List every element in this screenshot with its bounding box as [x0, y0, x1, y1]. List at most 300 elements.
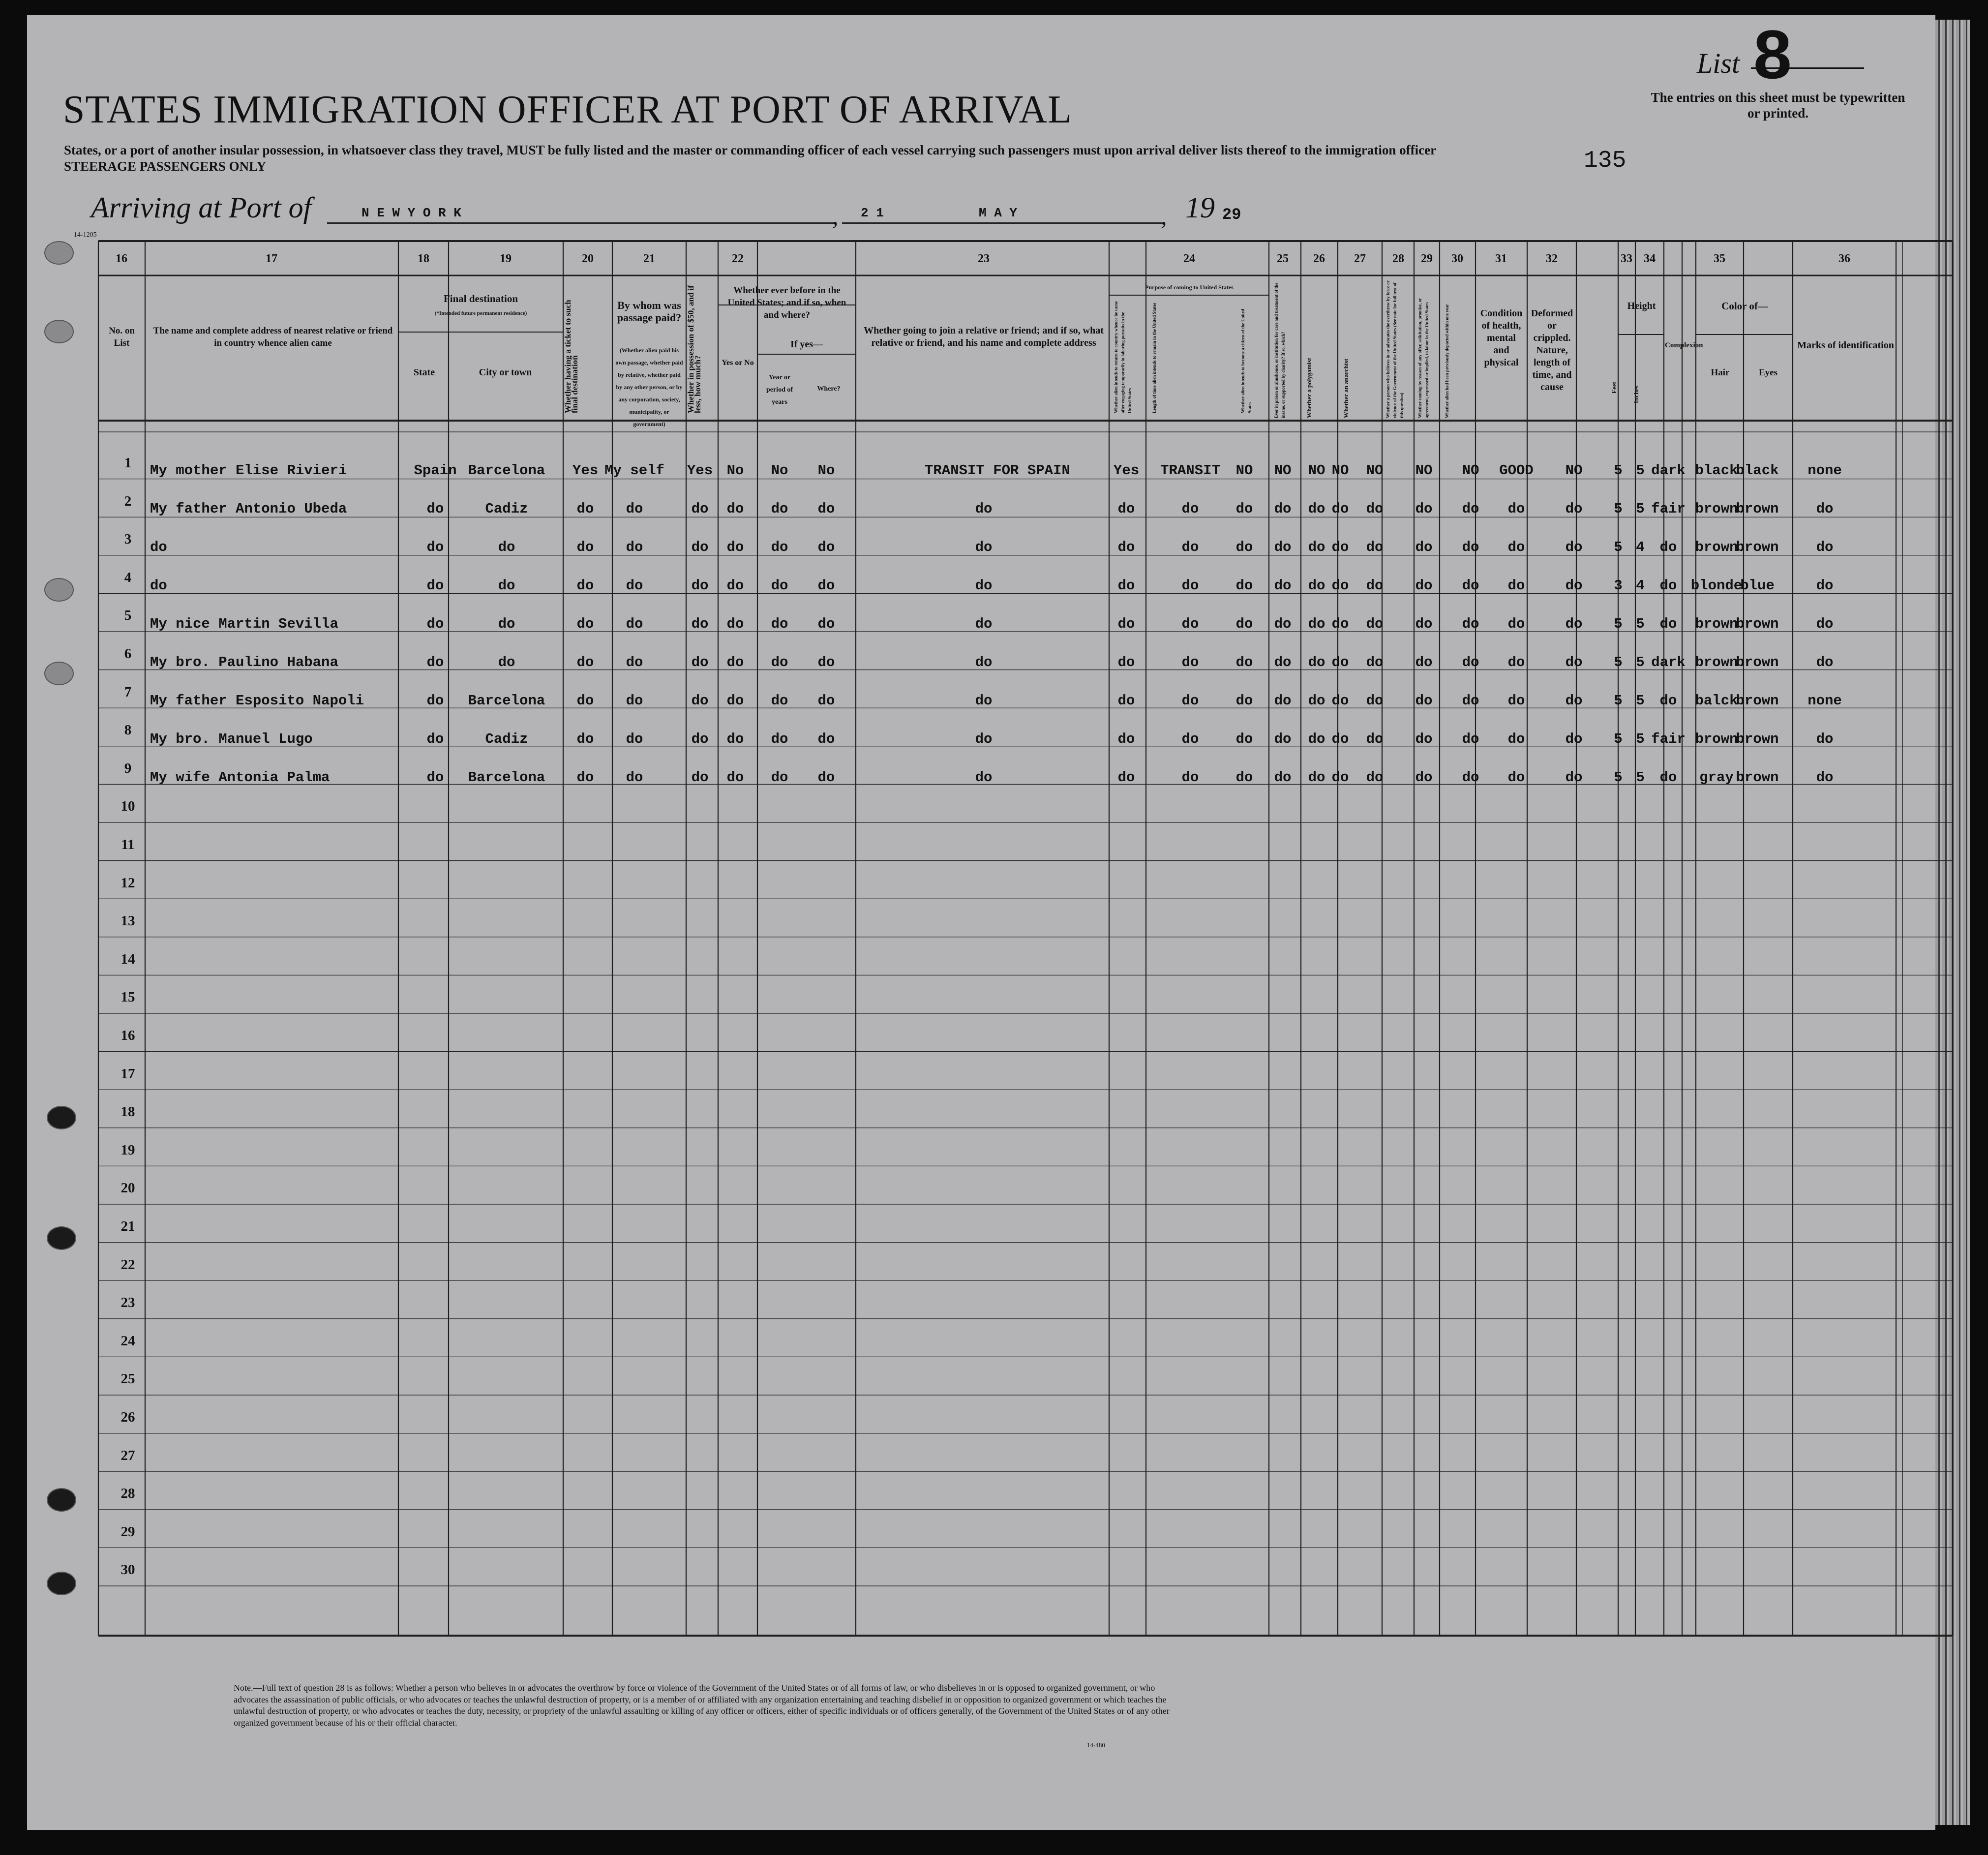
cell-return: do: [1117, 769, 1135, 786]
row-number: 2: [124, 493, 132, 509]
cell-polyg: do: [1308, 578, 1325, 594]
cell-inches: 5: [1636, 501, 1645, 517]
cell-deported: do: [1462, 539, 1479, 555]
header-feet: Feet: [1610, 382, 1618, 394]
cell-deported: NO: [1462, 462, 1479, 479]
cell-health: do: [1507, 501, 1525, 517]
cell-feet: 5: [1614, 539, 1623, 555]
cell-ever: do: [726, 501, 744, 517]
cell-feet: 5: [1614, 501, 1623, 517]
cell-eyes: blue: [1740, 578, 1775, 594]
cell-join: do: [975, 731, 993, 747]
cell-ticket: do: [576, 539, 594, 555]
column-number: 24: [1183, 252, 1195, 265]
cell-anarch: do: [1331, 539, 1349, 555]
instructions-text: States, or a port of another insular possession, in whatsoever class they travel, MUST be fully listed and the master or commanding officer of each vessel carrying such passengers must upon arrival deliver lists thereof to the immigration officer: [64, 143, 1437, 157]
row-number: 10: [120, 798, 135, 815]
cell-ever: do: [726, 654, 744, 670]
cell-ticket: do: [576, 578, 594, 594]
comma-1: ,: [832, 202, 839, 230]
cell-prison: do: [1274, 501, 1292, 517]
cell-complexion: dark: [1651, 654, 1686, 670]
cell-return: do: [1117, 616, 1135, 632]
cell-prison: do: [1274, 769, 1292, 786]
cell-q28: do: [1366, 578, 1384, 594]
cell-q28: do: [1366, 731, 1384, 747]
cell-year: do: [771, 769, 788, 786]
cell-paid: do: [626, 693, 643, 709]
cell-ever: do: [726, 769, 744, 786]
cell-money: do: [691, 616, 709, 632]
punch-hole: [44, 320, 74, 343]
cell-offer: do: [1415, 693, 1433, 709]
cell-ticket: Yes: [572, 462, 599, 479]
header-state: State: [413, 367, 435, 378]
cell-year: do: [771, 578, 788, 594]
cell-city: Barcelona: [468, 769, 545, 786]
cell-relative: My bro. Manuel Lugo: [150, 731, 313, 747]
cell-citizen: NO: [1235, 462, 1253, 479]
cell-feet: 5: [1614, 693, 1623, 709]
cell-anarch: do: [1331, 769, 1349, 786]
cell-inches: 4: [1636, 578, 1645, 594]
cell-ticket: do: [576, 501, 594, 517]
row-number: 16: [120, 1028, 135, 1043]
cell-ticket: do: [576, 654, 594, 670]
header-no-on-list: No. on List: [109, 326, 135, 348]
year-suffix: 29: [1222, 206, 1241, 224]
cell-paid: do: [626, 578, 643, 594]
cell-inches: 5: [1636, 462, 1645, 479]
cell-feet: 3: [1614, 578, 1623, 594]
cell-deported: do: [1462, 501, 1479, 517]
steerage-label: STEERAGE PASSENGERS ONLY: [64, 159, 267, 174]
cell-inches: 5: [1636, 654, 1645, 670]
cell-state: do: [426, 731, 444, 747]
cell-citizen: do: [1235, 578, 1253, 594]
punch-hole: [47, 1488, 76, 1512]
column-number: 33: [1621, 252, 1632, 265]
header-complexion: Complexion: [1665, 341, 1703, 349]
row-number: 13: [120, 913, 135, 929]
footnote-form-number: 14-480: [1087, 1741, 1105, 1749]
cell-hair: blonde: [1690, 578, 1743, 594]
cell-health: do: [1507, 693, 1525, 709]
cell-ticket: do: [576, 616, 594, 632]
row-number: 9: [124, 760, 132, 776]
column-number: 21: [643, 252, 655, 265]
cell-polyg: do: [1308, 654, 1325, 670]
cell-offer: do: [1415, 731, 1433, 747]
cell-year: do: [771, 501, 788, 517]
row-number: 23: [120, 1295, 135, 1311]
cell-state: do: [426, 578, 444, 594]
cell-marks: do: [1816, 616, 1834, 632]
cell-health: do: [1507, 731, 1525, 747]
cell-deformed: do: [1565, 616, 1583, 632]
column-number: 16: [116, 252, 127, 265]
cell-prison: do: [1274, 578, 1292, 594]
cell-marks: none: [1807, 693, 1842, 709]
cell-anarch: do: [1331, 578, 1349, 594]
header-height: Height: [1627, 301, 1656, 311]
arriving-label: Arriving at Port of: [91, 191, 312, 224]
cell-offer: do: [1415, 654, 1433, 670]
column-number: 20: [582, 252, 594, 265]
cell-eyes: black: [1736, 462, 1779, 479]
column-number: 30: [1451, 252, 1463, 265]
header-purpose: Purpose of coming to United States: [1145, 284, 1234, 291]
cell-where: do: [817, 654, 835, 670]
row-number: 25: [120, 1371, 135, 1387]
cell-money: Yes: [687, 462, 713, 479]
header-nearest-relative: The name and complete address of nearest relative or friend in country whence alien came: [153, 326, 393, 348]
cell-ticket: do: [576, 769, 594, 786]
cell-hair: balck: [1695, 693, 1738, 709]
cell-hair: brown: [1695, 539, 1738, 555]
cell-relative: do: [150, 578, 167, 594]
header-passage-paid: By whom was passage paid?: [617, 299, 682, 324]
cell-deported: do: [1462, 654, 1479, 670]
row-number: 19: [120, 1142, 135, 1158]
cell-ever: do: [726, 693, 744, 709]
cell-marks: do: [1816, 578, 1834, 594]
cell-return: Yes: [1113, 462, 1140, 479]
column-number: 28: [1392, 252, 1404, 265]
row-number: 24: [120, 1333, 135, 1349]
cell-relative: My father Esposito Napoli: [150, 693, 364, 709]
cell-deformed: do: [1565, 693, 1583, 709]
cell-relative: My bro. Paulino Habana: [150, 654, 338, 670]
header-offer: Whether coming by reason of any offer, solicitation, promise, or agreement, expressed or implied, to labor in the United States: [1417, 298, 1429, 418]
cell-length: do: [1181, 731, 1199, 747]
cell-ever: do: [726, 578, 744, 594]
row-number: 6: [124, 646, 132, 662]
cell-year: do: [771, 539, 788, 555]
cell-deported: do: [1462, 731, 1479, 747]
form-number: 14-1205: [74, 231, 97, 239]
list-number: 8: [1753, 16, 1792, 93]
cell-anarch: do: [1331, 616, 1349, 632]
header-hair: Hair: [1711, 367, 1730, 378]
cell-join: do: [975, 616, 993, 632]
cell-join: do: [975, 769, 993, 786]
cell-where: do: [817, 616, 835, 632]
cell-return: do: [1117, 539, 1135, 555]
column-number: 34: [1644, 252, 1656, 265]
row-number: 15: [120, 989, 135, 1005]
cell-year: No: [771, 462, 788, 479]
cell-ticket: do: [576, 731, 594, 747]
cell-deformed: do: [1565, 731, 1583, 747]
month-value: M A Y: [979, 206, 1018, 220]
cell-polyg: do: [1308, 539, 1325, 555]
cell-where: do: [817, 539, 835, 555]
cell-offer: do: [1415, 578, 1433, 594]
cell-inches: 5: [1636, 731, 1645, 747]
cell-offer: do: [1415, 501, 1433, 517]
cell-eyes: brown: [1736, 539, 1779, 555]
cell-citizen: do: [1235, 693, 1253, 709]
row-number: 8: [124, 722, 132, 738]
row-number: 22: [120, 1256, 135, 1273]
cell-where: do: [817, 769, 835, 786]
list-label: List: [1697, 47, 1740, 79]
cell-where: do: [817, 501, 835, 517]
cell-paid: do: [626, 616, 643, 632]
cell-city: do: [498, 539, 515, 555]
cell-offer: do: [1415, 616, 1433, 632]
cell-health: GOOD: [1499, 462, 1534, 479]
cell-paid: My self: [604, 462, 664, 479]
cell-state: do: [426, 769, 444, 786]
cell-inches: 5: [1636, 769, 1645, 786]
cell-prison: NO: [1274, 462, 1292, 479]
cell-deported: do: [1462, 578, 1479, 594]
cell-ever: do: [726, 616, 744, 632]
row-number: 26: [120, 1409, 135, 1425]
cell-join: do: [975, 654, 993, 670]
cell-deported: do: [1462, 693, 1479, 709]
cell-year: do: [771, 616, 788, 632]
cell-deformed: do: [1565, 539, 1583, 555]
cell-deformed: NO: [1565, 462, 1583, 479]
header-ever-before: Whether ever before in the United States; and if so, when and where?: [727, 285, 846, 320]
cell-year: do: [771, 693, 788, 709]
punch-hole: [47, 1226, 76, 1250]
header-if-yes: If yes—: [790, 339, 823, 350]
row-number: 29: [120, 1523, 135, 1540]
cell-feet: 5: [1614, 769, 1623, 786]
header-purpose-citizen: Whether alien intends to become a citizen of the United States: [1240, 308, 1252, 413]
cell-offer: NO: [1415, 462, 1433, 479]
cell-eyes: brown: [1736, 501, 1779, 517]
cell-join: do: [975, 501, 993, 517]
cell-length: do: [1181, 501, 1199, 517]
header-eyes: Eyes: [1759, 367, 1777, 378]
row-number: 28: [120, 1486, 135, 1502]
cell-health: do: [1507, 769, 1525, 786]
column-number: 19: [500, 252, 512, 265]
cell-marks: none: [1807, 462, 1842, 479]
cell-feet: 5: [1614, 462, 1623, 479]
cell-return: do: [1117, 731, 1135, 747]
cell-year: do: [771, 654, 788, 670]
cell-deformed: do: [1565, 578, 1583, 594]
cell-health: do: [1507, 616, 1525, 632]
cell-marks: do: [1816, 731, 1834, 747]
header-passage-paid-note: (Whether alien paid his own passage, whether paid by relative, whether paid by any other person, or by any corporation, society, municipality, or government): [615, 347, 683, 427]
cell-citizen: do: [1235, 769, 1253, 786]
cell-ever: do: [726, 731, 744, 747]
cell-ever: do: [726, 539, 744, 555]
cell-length: TRANSIT: [1160, 462, 1220, 479]
cell-hair: gray: [1699, 769, 1734, 786]
column-number: 27: [1354, 252, 1366, 265]
cell-ever: No: [726, 462, 744, 479]
cell-anarch: do: [1331, 693, 1349, 709]
cell-polyg: NO: [1308, 462, 1325, 479]
cell-join: do: [975, 693, 993, 709]
column-number: 29: [1421, 252, 1433, 265]
row-number: 12: [120, 875, 135, 891]
row-number: 1: [124, 455, 132, 471]
cell-marks: do: [1816, 654, 1834, 670]
cell-inches: 4: [1636, 539, 1645, 555]
cell-state: Spain: [414, 462, 457, 479]
cell-health: do: [1507, 654, 1525, 670]
cell-polyg: do: [1308, 731, 1325, 747]
cell-state: do: [426, 654, 444, 670]
cell-relative: My nice Martin Sevilla: [150, 616, 338, 632]
cell-city: Barcelona: [468, 693, 545, 709]
column-number: 25: [1277, 252, 1289, 265]
row-number: 5: [124, 608, 132, 624]
cell-complexion: do: [1659, 616, 1677, 632]
cell-deformed: do: [1565, 654, 1583, 670]
cell-length: do: [1181, 616, 1199, 632]
cell-complexion: dark: [1651, 462, 1686, 479]
row-number: 21: [120, 1218, 135, 1234]
header-where: Where?: [817, 385, 841, 393]
header-q28: Whether a person who believes in or advocates the overthrow by force or violence of the Government of the United States (See note for full text of this question): [1386, 280, 1404, 418]
row-number: 27: [120, 1447, 135, 1463]
cell-marks: do: [1816, 501, 1834, 517]
footnote: Note.—Full text of question 28 is as follows: Whether a person who believes in or advocates the overthrow by force or violence of the Government of the United States or of all forms of law, or who disbelieves in or is opposed to organized government, or who advocates the assassination of public officials, or who advocates or teaches the unlawful destruction of property, or is a member of or affiliated with any organization entertaining and teaching disbelief in or opposition to organized government or which teaches the unlawful destruction of property, or who advocates or teaches the duty, necessity, or propriety of the unlawful assaulting or killing of any officer or officers, either of specific individuals or of officers generally, of the Government of the United States or of any other organized government because of his or their official character.: [234, 1683, 1170, 1728]
cell-relative: do: [150, 539, 167, 555]
cell-eyes: brown: [1736, 731, 1779, 747]
cell-prison: do: [1274, 616, 1292, 632]
column-number: 23: [978, 252, 990, 265]
cell-marks: do: [1816, 769, 1834, 786]
cell-health: do: [1507, 578, 1525, 594]
cell-citizen: do: [1235, 654, 1253, 670]
cell-eyes: brown: [1736, 693, 1779, 709]
cell-city: Cadiz: [485, 731, 528, 747]
row-number: 4: [124, 569, 132, 585]
cell-citizen: do: [1235, 616, 1253, 632]
cell-feet: 5: [1614, 616, 1623, 632]
cell-hair: brown: [1695, 731, 1738, 747]
cell-length: do: [1181, 539, 1199, 555]
cell-polyg: do: [1308, 693, 1325, 709]
cell-deformed: do: [1565, 501, 1583, 517]
row-number: 17: [120, 1065, 135, 1082]
cell-inches: 5: [1636, 693, 1645, 709]
cell-polyg: do: [1308, 769, 1325, 786]
cell-q28: do: [1366, 616, 1384, 632]
cell-deported: do: [1462, 616, 1479, 632]
header-purpose-return: Whether alien intends to return to country whence he came after engaging temporarily in laboring pursuits in the United States: [1114, 301, 1132, 413]
row-number: 20: [120, 1180, 135, 1196]
header-ticket: Whether having a ticket to such final destination: [563, 300, 579, 413]
cell-where: No: [817, 462, 835, 479]
cell-health: do: [1507, 539, 1525, 555]
cell-relative: My mother Elise Rivieri: [150, 462, 347, 479]
header-deported: Whether alien had been previously deported within one year: [1445, 304, 1449, 418]
cell-prison: do: [1274, 731, 1292, 747]
header-yes-or-no: Yes or No: [722, 359, 754, 367]
cell-deformed: do: [1565, 769, 1583, 786]
row-number: 11: [121, 837, 135, 852]
comma-2: ,: [1161, 202, 1167, 230]
punch-hole: [44, 241, 74, 265]
cell-prison: do: [1274, 693, 1292, 709]
cell-state: do: [426, 616, 444, 632]
punch-hole: [44, 578, 74, 602]
cell-length: do: [1181, 693, 1199, 709]
column-number: 35: [1714, 252, 1725, 265]
cell-hair: brown: [1695, 501, 1738, 517]
cell-complexion: do: [1659, 769, 1677, 786]
cell-city: Barcelona: [468, 462, 545, 479]
cell-paid: do: [626, 731, 643, 747]
cell-city: do: [498, 578, 515, 594]
header-purpose-length: Length of time alien intends to remain in the United States: [1152, 303, 1157, 413]
column-number: 22: [732, 252, 744, 265]
cell-offer: do: [1415, 769, 1433, 786]
cell-ticket: do: [576, 693, 594, 709]
cell-join: do: [975, 578, 993, 594]
punch-hole: [44, 662, 74, 685]
cell-money: do: [691, 654, 709, 670]
cell-marks: do: [1816, 539, 1834, 555]
cell-length: do: [1181, 654, 1199, 670]
cell-anarch: do: [1331, 731, 1349, 747]
cell-q28: do: [1366, 539, 1384, 555]
cell-feet: 5: [1614, 731, 1623, 747]
cell-citizen: do: [1235, 731, 1253, 747]
cell-polyg: do: [1308, 616, 1325, 632]
cell-offer: do: [1415, 539, 1433, 555]
cell-state: do: [426, 539, 444, 555]
cell-citizen: do: [1235, 501, 1253, 517]
cell-hair: black: [1695, 462, 1738, 479]
punch-hole: [47, 1572, 76, 1595]
header-health: Condition of health, mental and physical: [1480, 308, 1523, 368]
cell-city: Cadiz: [485, 501, 528, 517]
cell-money: do: [691, 539, 709, 555]
cell-money: do: [691, 501, 709, 517]
port-value: N E W Y O R K: [361, 206, 461, 220]
header-deformed: Deformed or crippled. Nature, length of time, and cause: [1531, 308, 1573, 393]
cell-return: do: [1117, 654, 1135, 670]
row-number: 14: [120, 951, 135, 967]
cell-eyes: brown: [1736, 769, 1779, 786]
cell-anarch: do: [1331, 654, 1349, 670]
header-prison: Ever in prison or almshouse, or institution for care and treatment of the insane, or supported by charity? If so, which?: [1274, 282, 1286, 418]
header-polygamist: Whether a polygamist: [1305, 358, 1313, 418]
cell-money: do: [691, 769, 709, 786]
cell-prison: do: [1274, 654, 1292, 670]
cell-city: do: [498, 616, 515, 632]
cell-polyg: do: [1308, 501, 1325, 517]
punch-hole: [47, 1106, 76, 1129]
cell-q28: do: [1366, 693, 1384, 709]
cell-hair: brown: [1695, 654, 1738, 670]
header-marks: Marks of identification: [1797, 340, 1894, 351]
sheet-stamp-number: 135: [1584, 148, 1627, 174]
cell-hair: brown: [1695, 616, 1738, 632]
cell-state: do: [426, 693, 444, 709]
header-inches: Inches: [1632, 385, 1640, 403]
cell-money: do: [691, 578, 709, 594]
cell-eyes: brown: [1736, 616, 1779, 632]
cell-money: do: [691, 731, 709, 747]
column-number: 18: [418, 252, 429, 265]
cell-return: do: [1117, 501, 1135, 517]
cell-relative: My father Antonio Ubeda: [150, 501, 347, 517]
